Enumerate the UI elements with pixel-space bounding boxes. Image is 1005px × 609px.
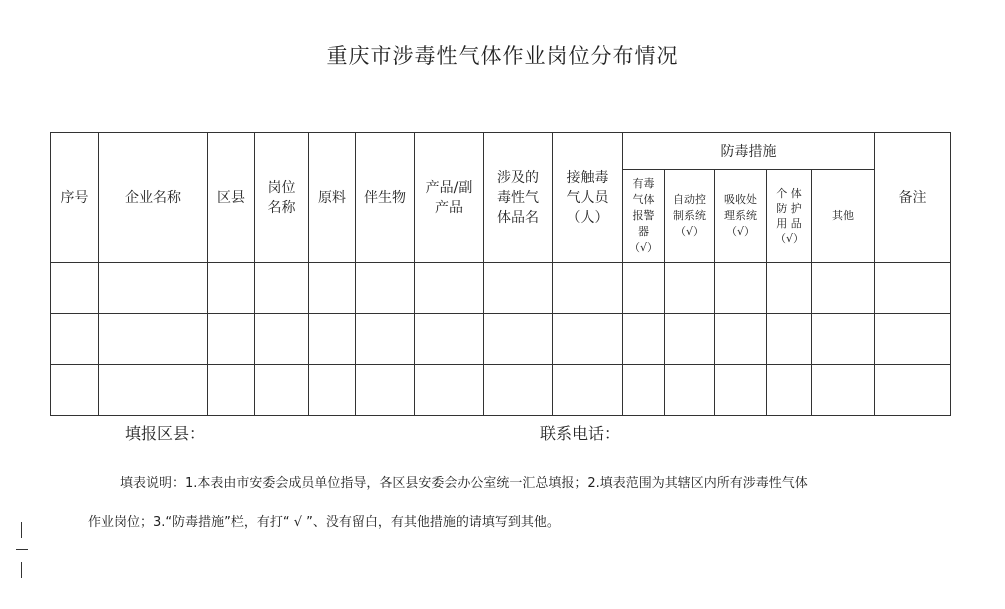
header-byproduct: 伴生物 (356, 133, 415, 263)
table-row (51, 365, 951, 416)
header-toxic-gas: 涉及的毒性气体品名 (484, 133, 553, 263)
header-protective-measures: 防毒措施 (623, 133, 875, 170)
measure-auto-control: 自动控制系统（√） (665, 170, 715, 263)
header-company: 企业名称 (99, 133, 208, 263)
table-row (51, 314, 951, 365)
measure-personal-protection: 个 体防 护用 品（√） (767, 170, 812, 263)
header-position: 岗位名称 (255, 133, 309, 263)
instructions-line-1: 填表说明：1.本表由市安委会成员单位指导，各区县安委会办公室统一汇总填报；2.填表范围为其辖区内所有涉毒性气体 (120, 476, 808, 491)
district-field-label: 填报区县： (125, 424, 206, 443)
header-district: 区县 (208, 133, 255, 263)
header-seq: 序号 (51, 133, 99, 263)
measure-other: 其他 (812, 170, 875, 263)
instructions-line-2: 作业岗位；3.“防毒措施”栏，有打“ √ ”、没有留白，有其他措施的请填写到其他。 (88, 515, 560, 530)
header-exposed-personnel: 接触毒气人员（人） (553, 133, 623, 263)
distribution-table (50, 132, 951, 416)
document-title: 重庆市涉毒性气体作业岗位分布情况 (326, 44, 679, 68)
table-row (51, 263, 951, 314)
header-remarks: 备注 (875, 133, 951, 263)
page-number (15, 522, 29, 578)
header-product: 产品/副产品 (415, 133, 484, 263)
measure-gas-alarm: 有毒气体报警器（√） (623, 170, 665, 263)
header-raw-material: 原料 (309, 133, 356, 263)
phone-field-label: 联系电话： (540, 424, 621, 443)
measure-absorption-system: 吸收处理系统（√） (715, 170, 767, 263)
